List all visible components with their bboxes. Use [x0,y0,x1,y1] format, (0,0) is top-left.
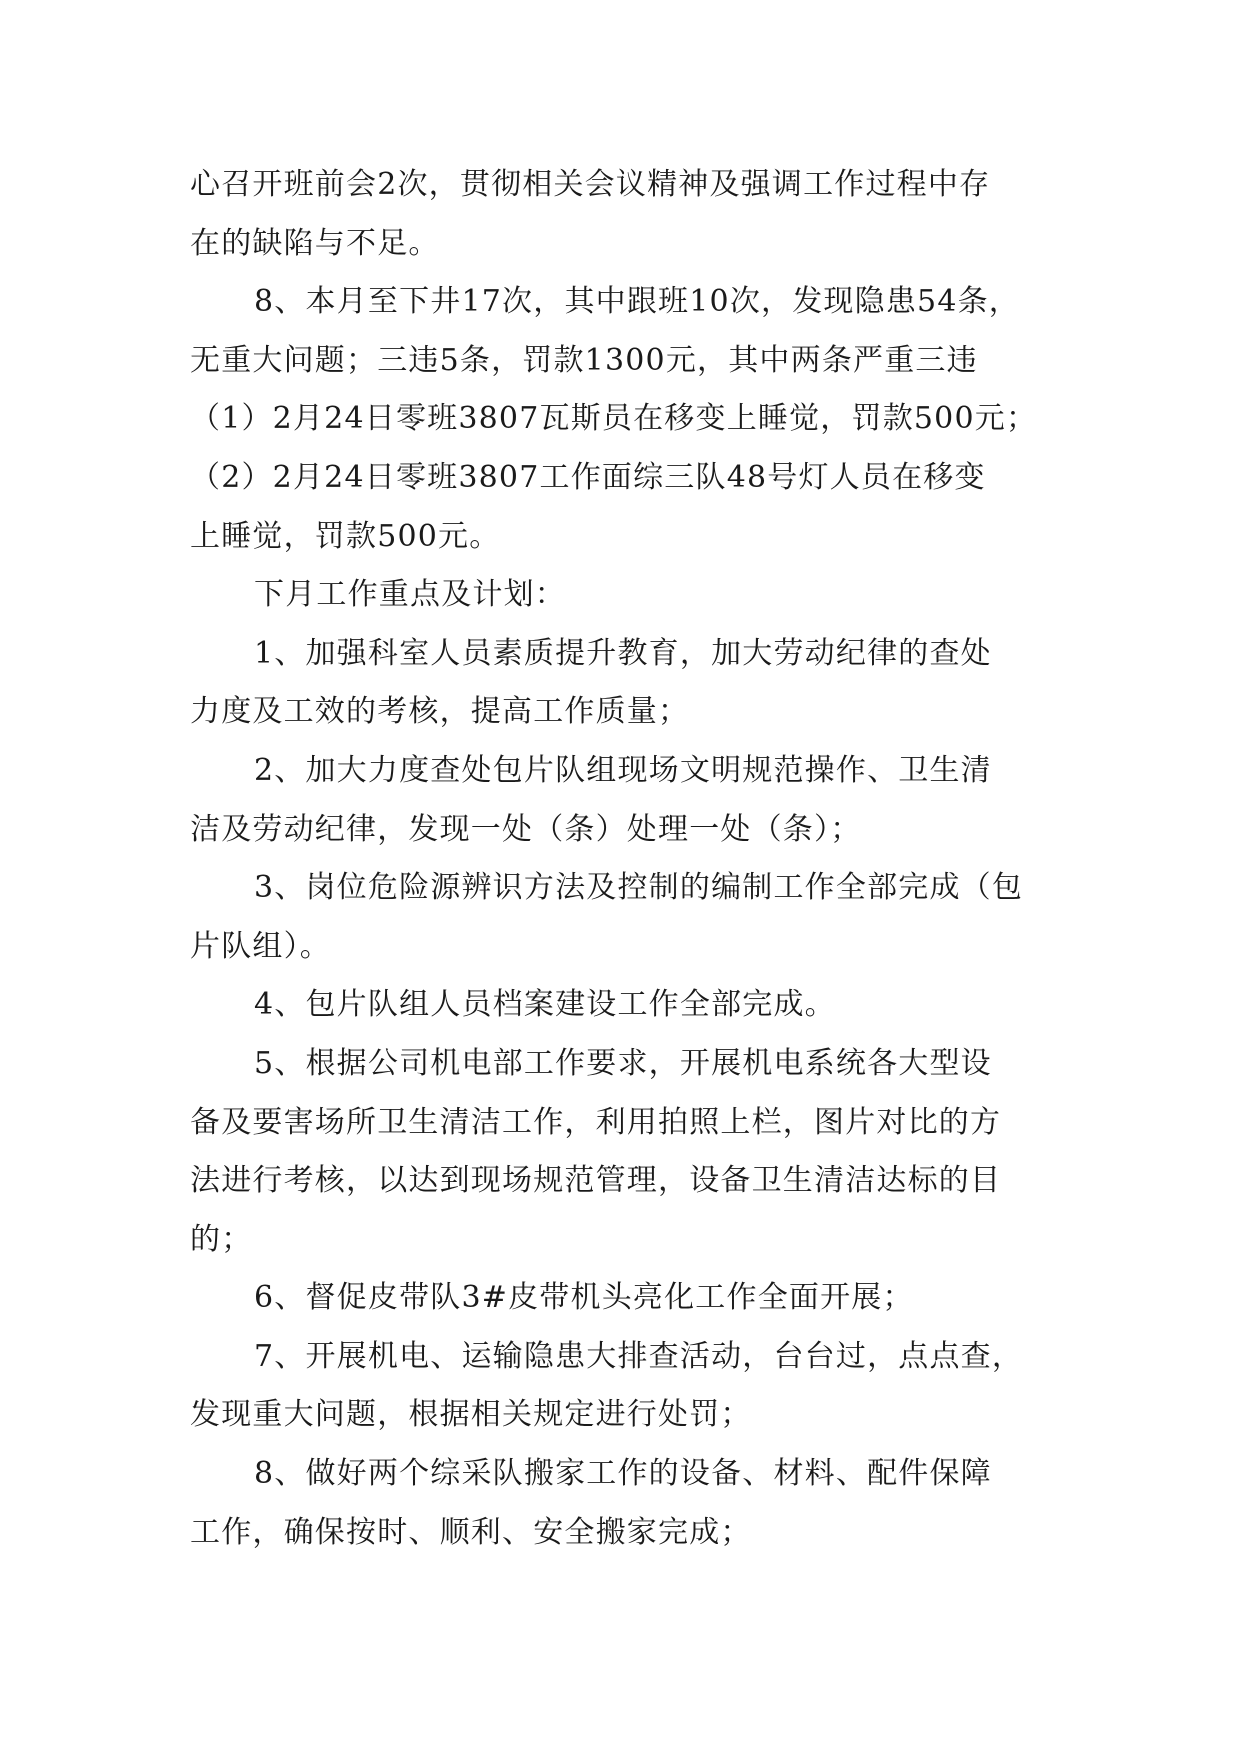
text-line: 片队组）。 [190,928,331,964]
paragraph-line: 7、开展机电、运输隐患大排查活动，台台过，点点查， [254,1338,1024,1374]
text-line: 工作，确保按时、顺利、安全搬家完成； [190,1514,752,1550]
text-line: 法进行考核，以达到现场规范管理，设备卫生清洁达标的目 [190,1163,1002,1199]
text-line: 的； [190,1221,253,1257]
text-line: （2）2月24日零班3807工作面综三队48号灯人员在移变 [190,459,986,495]
paragraph-line: 8、做好两个综采队搬家工作的设备、材料、配件保障 [254,1456,992,1492]
paragraph-line: 8、本月至下井17次，其中跟班10次，发现隐患54条， [254,284,1021,320]
document-body [190,156,1050,1562]
paragraph-line: 2、加大力度查处包片队组现场文明规范操作、卫生清 [254,752,992,788]
paragraph-line: 4、包片队组人员档案建设工作全部完成。 [254,987,836,1023]
text-line: 发现重大问题，根据相关规定进行处罚； [190,1397,752,1433]
paragraph-line: 3、岗位危险源辨识方法及控制的编制工作全部完成（包 [254,870,1024,906]
text-line: 力度及工效的考核，提高工作质量； [190,694,690,730]
text-line: 上睡觉，罚款500元。 [190,518,501,554]
text-line: 在的缺陷与不足。 [190,225,440,261]
text-line: （1）2月24日零班3807瓦斯员在移变上睡觉，罚款500元； [190,401,1038,437]
paragraph-line: 1、加强科室人员素质提升教育，加大劳动纪律的查处 [254,635,992,671]
section-heading: 下月工作重点及计划： [254,577,566,613]
text-line: 备及要害场所卫生清洁工作，利用拍照上栏，图片对比的方 [190,1104,1002,1140]
paragraph-line: 5、根据公司机电部工作要求，开展机电系统各大型设 [254,1045,992,1081]
text-line: 洁及劳动纪律，发现一处（条）处理一处（条）； [190,811,862,847]
text-line: 心召开班前会2次，贯彻相关会议精神及强调工作过程中存 [190,167,991,202]
paragraph-line: 6、督促皮带队3#皮带机头亮化工作全面开展； [254,1280,914,1316]
text-line: 无重大问题；三违5条，罚款1300元，其中两条严重三违 [190,342,978,378]
